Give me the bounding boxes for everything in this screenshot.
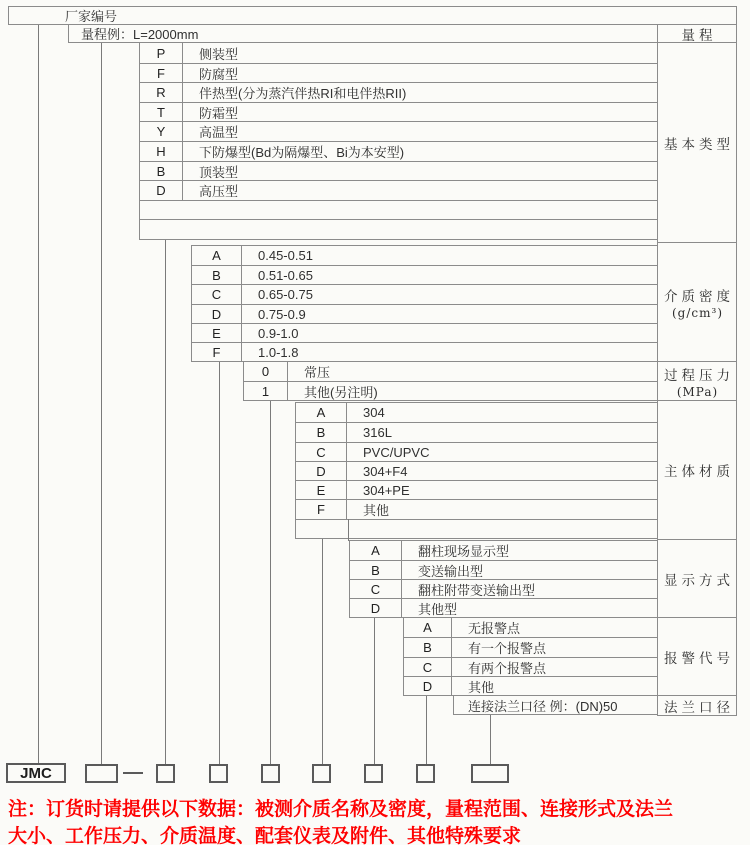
code-cell: P xyxy=(140,43,183,63)
table-row xyxy=(140,161,657,180)
table-row xyxy=(404,657,657,676)
desc-cell xyxy=(140,220,657,239)
table-row xyxy=(140,180,657,200)
category-label xyxy=(658,540,736,618)
table-row xyxy=(192,246,657,265)
table-row xyxy=(140,63,657,82)
code-cell: C xyxy=(192,285,242,304)
desc-cell: 防腐型 xyxy=(199,66,239,82)
category-label-text: 主体材质 xyxy=(664,464,734,480)
category-label xyxy=(658,25,736,43)
category-label-text: 报警代号 xyxy=(664,650,734,667)
table-row xyxy=(192,265,657,284)
connector-line xyxy=(322,539,323,765)
code-cell: E xyxy=(192,324,242,342)
order-note-line-1: 注：订货时请提供以下数据：被测介质名称及密度，量程范围、连接形式及法兰 xyxy=(8,799,674,820)
connector-line xyxy=(348,519,349,541)
code-cell: D xyxy=(192,305,242,323)
code-cell: A xyxy=(350,541,402,560)
code-cell: Y xyxy=(140,122,183,141)
code-cell: 0 xyxy=(244,362,288,381)
desc-cell: 其他型 xyxy=(418,601,458,617)
jmc-box: JMC xyxy=(6,763,66,783)
desc-cell: 0.45-0.51 xyxy=(258,248,313,263)
desc-cell: 其他(另注明) xyxy=(304,384,378,400)
table-row xyxy=(140,141,657,161)
table-row xyxy=(296,422,657,442)
code-cell: A xyxy=(404,618,452,637)
desc-cell: 高温型 xyxy=(199,125,239,140)
code-cell: B xyxy=(140,162,183,180)
dash-separator xyxy=(123,772,143,774)
code-cell: R xyxy=(140,83,183,102)
table-row xyxy=(140,200,657,219)
table-row xyxy=(350,598,657,617)
factory-code-row xyxy=(8,6,737,25)
table-row xyxy=(296,499,657,519)
category-label-column xyxy=(657,24,737,716)
table-row xyxy=(454,696,657,714)
code-cell: E xyxy=(296,481,347,499)
desc-cell: 翻柱附带变送输出型 xyxy=(418,582,536,598)
desc-cell: 连接法兰口径 例：(DN)50 xyxy=(468,698,618,714)
code-cell: A xyxy=(296,403,347,422)
code-cell: D xyxy=(296,462,347,480)
code-box xyxy=(261,764,280,783)
desc-cell: 常压 xyxy=(304,365,331,380)
desc-cell: 316L xyxy=(363,425,392,440)
desc-cell: 其他 xyxy=(468,679,495,695)
desc-cell: 0.9-1.0 xyxy=(258,325,299,341)
category-label xyxy=(658,243,736,362)
category-label-text: 过程压力 xyxy=(664,367,734,384)
desc-cell: 0.75-0.9 xyxy=(258,306,306,322)
table-row xyxy=(350,541,657,560)
desc-cell: 高压型 xyxy=(199,184,239,199)
table-row xyxy=(192,323,657,342)
category-label xyxy=(658,401,736,540)
process-pressure-table xyxy=(243,361,658,401)
table-row xyxy=(404,637,657,657)
category-label xyxy=(658,43,736,243)
category-label-text: 法兰口径 xyxy=(664,699,734,716)
category-label-sub: (MPa) xyxy=(676,384,719,399)
medium-density-table xyxy=(191,245,658,362)
connector-line xyxy=(270,401,271,765)
desc-cell: 304 xyxy=(363,405,385,420)
desc-cell: 顶装型 xyxy=(199,164,239,180)
code-box xyxy=(364,764,383,783)
code-cell: 1 xyxy=(244,382,288,400)
table-row xyxy=(140,219,657,239)
code-cell: B xyxy=(296,423,347,442)
category-label xyxy=(658,362,736,401)
desc-cell: 0.51-0.65 xyxy=(258,267,313,283)
table-row xyxy=(69,25,657,42)
desc-cell: 伴热型(分为蒸汽伴热RI和电伴热RII) xyxy=(199,86,407,101)
table-row xyxy=(192,304,657,323)
table-row xyxy=(404,618,657,637)
desc-cell: 变送输出型 xyxy=(418,563,484,579)
desc-cell: 量程例：L=2000mm xyxy=(81,27,199,42)
connector-line xyxy=(374,618,375,765)
table-row xyxy=(244,362,657,381)
code-cell: C xyxy=(350,580,402,598)
desc-cell: 防霜型 xyxy=(199,105,239,121)
order-note-line-2: 大小、工作压力、介质温度、配套仪表及附件、其他特殊要求 xyxy=(8,826,522,845)
code-box xyxy=(312,764,331,783)
desc-cell: 厂家编号 xyxy=(65,9,118,24)
desc-cell: 其他 xyxy=(363,503,390,518)
desc-cell: 无报警点 xyxy=(468,621,521,636)
code-cell: B xyxy=(192,266,242,284)
code-cell: B xyxy=(350,561,402,579)
code-box xyxy=(85,764,118,783)
connector-line xyxy=(219,362,220,765)
code-cell: D xyxy=(350,599,402,617)
table-row xyxy=(296,519,657,538)
table-row xyxy=(296,442,657,461)
desc-cell: 翻柱现场显示型 xyxy=(418,544,510,559)
table-row xyxy=(296,403,657,422)
code-cell: B xyxy=(404,638,452,657)
code-cell: C xyxy=(404,658,452,676)
code-cell: F xyxy=(296,500,347,519)
order-note xyxy=(8,796,673,845)
table-row xyxy=(9,7,736,24)
basic-type-table xyxy=(139,42,658,240)
desc-cell: 侧装型 xyxy=(199,46,239,62)
code-box xyxy=(156,764,175,783)
table-row xyxy=(296,480,657,499)
table-row xyxy=(140,82,657,102)
table-row xyxy=(350,560,657,579)
alarm-code-table xyxy=(403,617,658,696)
desc-cell: 有一个报警点 xyxy=(468,641,547,656)
category-label-text: 基本类型 xyxy=(664,136,734,153)
desc-cell: 下防爆型(Bd为隔爆型、Bi为本安型) xyxy=(199,145,405,160)
table-row xyxy=(192,342,657,361)
desc-cell: PVC/UPVC xyxy=(363,444,430,460)
connector-line xyxy=(426,696,427,765)
body-material-table xyxy=(295,402,658,539)
category-label-sub: (g/cm³) xyxy=(672,305,723,320)
desc-cell xyxy=(296,520,657,538)
category-label-text: 量程 xyxy=(681,27,717,44)
table-row xyxy=(350,579,657,598)
table-row xyxy=(192,284,657,304)
code-cell: F xyxy=(140,64,183,82)
table-row xyxy=(140,43,657,63)
code-cell: D xyxy=(140,181,183,200)
code-cell: C xyxy=(296,443,347,461)
table-row xyxy=(404,676,657,695)
table-row xyxy=(140,121,657,141)
code-cell: H xyxy=(140,142,183,161)
connector-line xyxy=(165,240,166,765)
table-row xyxy=(296,461,657,480)
table-row xyxy=(244,381,657,400)
code-box xyxy=(471,764,509,783)
category-label-text: 介质密度 xyxy=(664,288,734,305)
flange-size-row xyxy=(453,695,658,715)
desc-cell: 304+PE xyxy=(363,482,410,498)
category-label-text: 显示方式 xyxy=(664,572,734,589)
category-label xyxy=(658,618,736,696)
code-box xyxy=(209,764,228,783)
desc-cell xyxy=(140,201,657,219)
code-cell: D xyxy=(404,677,452,695)
code-box xyxy=(416,764,435,783)
table-row xyxy=(140,102,657,121)
display-mode-table xyxy=(349,540,658,618)
code-cell: F xyxy=(192,343,242,361)
connector-line xyxy=(38,25,39,765)
category-label xyxy=(658,696,736,715)
desc-cell: 1.0-1.8 xyxy=(258,344,299,360)
desc-cell: 304+F4 xyxy=(363,463,408,479)
desc-cell: 有两个报警点 xyxy=(468,660,547,676)
range-row xyxy=(68,24,658,43)
code-cell: T xyxy=(140,103,183,121)
connector-line xyxy=(101,43,102,765)
code-cell: A xyxy=(192,246,242,265)
connector-line xyxy=(490,715,491,765)
desc-cell: 0.65-0.75 xyxy=(258,287,313,302)
